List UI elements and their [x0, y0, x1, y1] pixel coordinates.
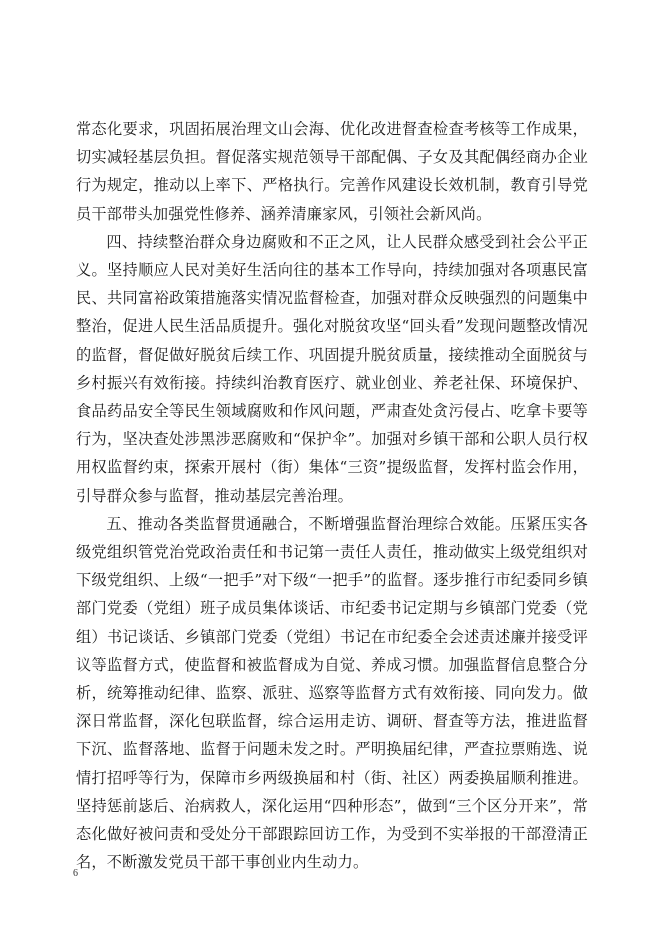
- paragraph-continuation: 常态化要求，巩固拓展治理文山会海、优化改进督查检查考核等工作成果，切实减轻基层负担。督促落实规范领导干部配偶、子女及其配偶经商办企业行为规定，推动以上率下、严格执行。完善作风建设长效机制，教育引导党员干部带头加强党性修养、涵养清廉家风，引领社会新风尚。: [76, 120, 588, 223]
- paragraph-section-four: 四、持续整治群众身边腐败和不正之风，让人民群众感受到社会公平正义。坚持顺应人民对美好生活向往的基本工作导向，持续加强对各项惠民富民、共同富裕政策措施落实情况监督检查，加强对群众反映强烈的问题集中整治，促进人民生活品质提升。强化对脱贫攻坚“回头看”发现问题整改情况的监督，督促做好脱贫后续工作、巩固提升脱贫质量，接续推动全面脱贫与乡村振兴有效衔接。持续纠治教育医疗、就业创业、养老社保、环境保护、食品药品安全等民生领域腐败和作风问题，严肃查处贪污侵占、吃拿卡要等行为，坚决查处涉黑涉恶腐败和“保护伞”。加强对乡镇干部和公职人员行权用权监督约束，探索开展村（街）集体“三资”提级监督，发挥村监会作用，引导群众参与监督，推动基层完善治理。: [76, 232, 588, 505]
- paragraph-section-five: 五、推动各类监督贯通融合，不断增强监督治理综合效能。压紧压实各级党组织管党治党政治责任和书记第一责任人责任，推动做实上级党组织对下级党组织、上级“一把手”对下级“一把手”的监督。逐步推行市纪委同乡镇部门党委（党组）班子成员集体谈话、市纪委书记定期与乡镇部门党委（党组）书记谈话、乡镇部门党委（党组）书记在市纪委全会述责述廉并接受评议等监督方式，使监督和被监督成为自觉、养成习惯。加强监督信息整合分析，统筹推动纪律、监察、派驻、巡察等监督方式有效衔接、同向发力。做深日常监督，深化包联监督，综合运用走访、调研、督查等方法，推进监督下沉、监督落地、监督于问题未发之时。严明换届纪律，严查拉票贿选、说情打招呼等行为，保障市乡两级换届和村（街、社区）两委换届顺利推进。坚持惩前毖后、治病救人，深化运用“四种形态”，做到“三个区分开来”，常态化做好被问责和受处分干部跟踪回访工作，为受到不实举报的干部澄清正名，不断激发党员干部干事创业内生动力。: [76, 514, 588, 872]
- page-number: 6: [73, 868, 78, 879]
- document-body: [76, 115, 588, 876]
